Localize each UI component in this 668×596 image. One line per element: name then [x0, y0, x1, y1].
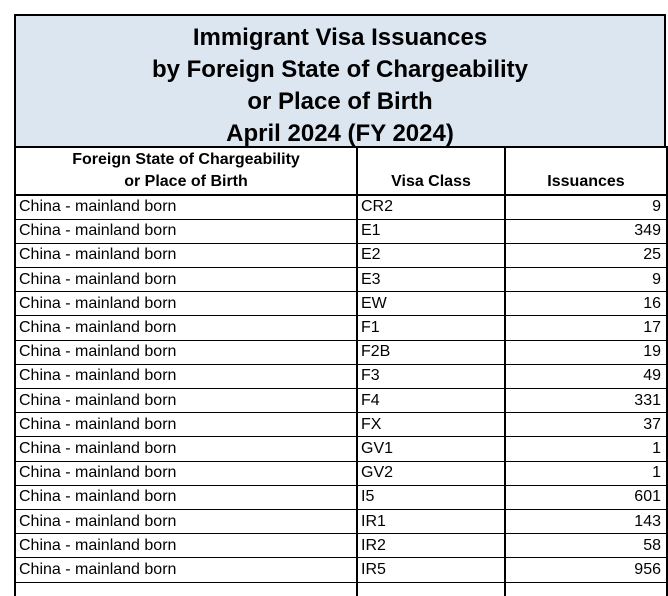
table-header	[15, 147, 667, 195]
cell-state: China - mainland born	[15, 316, 357, 340]
cell-visa-class: IR5	[357, 558, 505, 582]
cell-state: China - mainland born	[15, 219, 357, 243]
table-row	[15, 340, 667, 364]
table-row	[15, 461, 667, 485]
cell-state: China - mainland born	[15, 534, 357, 558]
column-header-state-line-2: or Place of Birth	[124, 173, 248, 190]
visa-issuance-sheet	[14, 14, 666, 596]
cell-state: China - mainland born	[15, 340, 357, 364]
cell-state: China - mainland born	[15, 389, 357, 413]
table-row	[15, 292, 667, 316]
table-row	[15, 534, 667, 558]
title-line-1: Immigrant Visa Issuances	[192, 24, 488, 51]
cell-visa-class: F1	[357, 316, 505, 340]
table-row	[15, 364, 667, 388]
cell-issuances: 331	[505, 389, 667, 413]
cell-visa-class: E1	[357, 219, 505, 243]
title-line-2: by Foreign State of Chargeability	[151, 56, 529, 83]
cell-issuances: 58	[505, 534, 667, 558]
cell-issuances: 1	[505, 461, 667, 485]
cell-visa-class: F4	[357, 389, 505, 413]
table-row	[15, 195, 667, 219]
column-header-issuances: Issuances	[505, 147, 667, 195]
header-row	[15, 147, 667, 195]
cell-visa-class: E3	[357, 268, 505, 292]
report-title	[14, 14, 666, 146]
cell-state: China - mainland born	[15, 243, 357, 267]
cell-visa-class: GV2	[357, 461, 505, 485]
table-row	[15, 558, 667, 582]
cell-issuances: 349	[505, 219, 667, 243]
table-row	[15, 485, 667, 509]
cell-visa-class: IR1	[357, 509, 505, 533]
title-line-4: April 2024 (FY 2024)	[226, 120, 454, 147]
cell-state: China - mainland born	[15, 413, 357, 437]
cell-visa-class: EW	[357, 292, 505, 316]
cell-visa-class: F3	[357, 364, 505, 388]
cell-state: China - mainland born	[15, 364, 357, 388]
cell-state: China - mainland born	[15, 268, 357, 292]
cell-visa-class: IR2	[357, 534, 505, 558]
cell-state: China - mainland born	[15, 461, 357, 485]
cell-issuances: 49	[505, 364, 667, 388]
table-row-partial	[15, 582, 667, 596]
cell-visa-class: CR2	[357, 195, 505, 219]
cell-issuances: 956	[505, 558, 667, 582]
table-row	[15, 389, 667, 413]
cell-issuances: 9	[505, 195, 667, 219]
cell-issuances: 9	[505, 268, 667, 292]
cell-issuances: 25	[505, 243, 667, 267]
table-row	[15, 509, 667, 533]
title-line-3: or Place of Birth	[247, 88, 433, 115]
cell-state: China - mainland born	[15, 485, 357, 509]
cell-state: China - mainland born	[15, 437, 357, 461]
cell-issuances: 19	[505, 340, 667, 364]
cell-issuances: 16	[505, 292, 667, 316]
cell-state: China - mainland born	[15, 558, 357, 582]
column-header-visa-class: Visa Class	[357, 147, 505, 195]
issuance-table	[14, 146, 668, 596]
cell-issuances: 17	[505, 316, 667, 340]
cell-visa-class: F2B	[357, 340, 505, 364]
cell-state: China - mainland born	[15, 509, 357, 533]
table-row	[15, 437, 667, 461]
cell-issuances: 1	[505, 437, 667, 461]
cell-issuances	[505, 582, 667, 596]
cell-visa-class: FX	[357, 413, 505, 437]
table-row	[15, 243, 667, 267]
column-header-state	[15, 147, 357, 195]
cell-visa-class: GV1	[357, 437, 505, 461]
cell-issuances: 143	[505, 509, 667, 533]
table-body	[15, 195, 667, 596]
cell-state: China - mainland born	[15, 195, 357, 219]
table-row	[15, 413, 667, 437]
cell-visa-class	[357, 582, 505, 596]
cell-visa-class: E2	[357, 243, 505, 267]
cell-issuances: 601	[505, 485, 667, 509]
table-row	[15, 219, 667, 243]
cell-state	[15, 582, 357, 596]
cell-issuances: 37	[505, 413, 667, 437]
cell-visa-class: I5	[357, 485, 505, 509]
table-row	[15, 316, 667, 340]
column-header-state-line-1: Foreign State of Chargeability	[72, 151, 300, 168]
table-row	[15, 268, 667, 292]
cell-state: China - mainland born	[15, 292, 357, 316]
